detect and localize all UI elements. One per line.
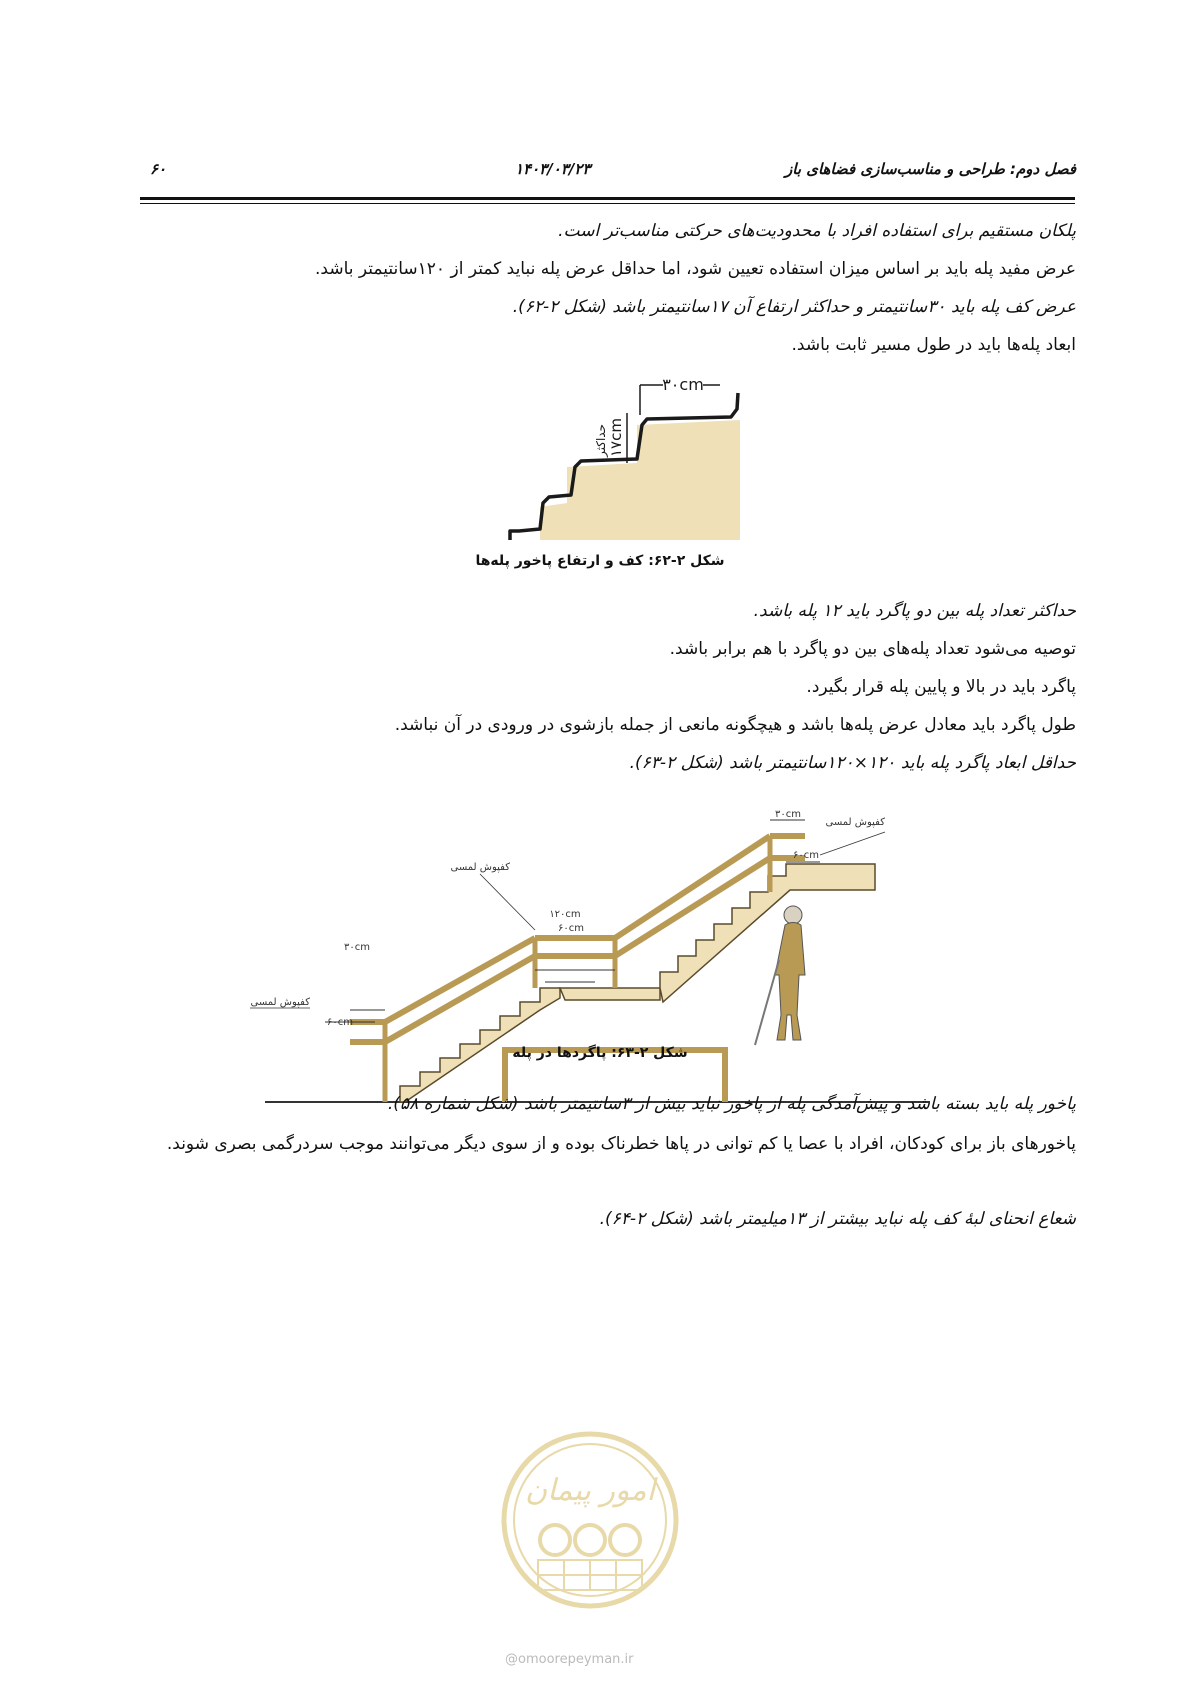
riser-label: ۱۷cm (607, 418, 625, 457)
stair-tread-riser-figure (505, 375, 745, 555)
chapter-title: فصل دوم: طراحی و مناسب‌سازی فضاهای باز (785, 160, 1076, 178)
dim-label: ۶۰cm (327, 1017, 353, 1028)
dim-label: ۳۰cm (344, 942, 370, 953)
paragraph: توصیه می‌شود تعداد پله‌های بین دو پاگرد با هم برابر باشد. (669, 639, 1076, 659)
lower-handrail-rise-2 (615, 858, 770, 956)
header-rule-thick (140, 197, 1075, 200)
stair-profile (510, 420, 740, 540)
header-rule-thin (140, 203, 1075, 204)
paragraph: عرض کف پله باید ۳۰سانتیمتر و حداکثر ارتفاع آن ۱۷سانتیمتر باشد (شکل ۲-۶۲). (512, 297, 1076, 317)
paragraph: پاخور پله باید بسته باشد و پیش‌آمدگی پله از پاخور نباید بیش از ۳سانتیمتر باشد (شکل شماره ۵۸). (387, 1094, 1076, 1114)
paragraph: حداقل ابعاد پاگرد پله باید ۱۲۰×۱۲۰سانتیمتر باشد (شکل ۲-۶۳). (629, 753, 1076, 773)
person-with-cane (755, 906, 805, 1045)
paragraph: شعاع انحنای لبهٔ کف پله نباید بیشتر از ۱۳میلیمتر باشد (شکل ۲-۶۴). (599, 1209, 1076, 1229)
page-number: ۶۰ (150, 160, 167, 178)
tread-label: ۳۰cm (662, 375, 704, 394)
watermark-seal-icon (500, 1430, 680, 1610)
tactile-label: کفپوش لمسی (250, 997, 310, 1008)
paragraph: پاخورهای باز برای کودکان، افراد با عصا یا کم توانی در پاها خطرناک بوده و از سوی دیگر می‌توانند موجب سردرگمی بصری شوند. (166, 1134, 1076, 1154)
paragraph: ابعاد پله‌ها باید در طول مسیر ثابت باشد. (791, 335, 1076, 355)
upper-handrail-top (385, 938, 535, 1022)
dim-label: ۳۰cm (775, 809, 801, 820)
tactile-label: کفپوش لمسی (825, 817, 885, 828)
landing (560, 988, 660, 1000)
figure-caption: شکل ۲-۶۳: پاگردها در پله (512, 1045, 688, 1061)
paragraph: حداکثر تعداد پله بین دو پاگرد باید ۱۲ پله باشد. (753, 601, 1076, 621)
paragraph: عرض مفید پله باید بر اساس میزان استفاده تعیین شود، اما حداقل عرض پله نباید کمتر از ۱۲۰سانتیمتر باشد. (315, 259, 1076, 279)
stair-landing-figure (250, 809, 945, 1110)
dim-label: ۱۲۰cm (549, 909, 581, 920)
watermark-url: @omoorepeyman.ir (505, 1652, 634, 1667)
paragraph: پاگرد باید در بالا و پایین پله قرار بگیرد. (806, 677, 1076, 697)
seal-text: امور پیمان (525, 1473, 655, 1508)
riser-max-label: حداکثر (594, 423, 608, 457)
dim-label: ۶۰cm (558, 923, 584, 934)
page-date: ۱۴۰۳/۰۳/۲۳ (515, 160, 591, 178)
dim-label: ۶۰cm (793, 850, 819, 861)
paragraph: پلکان مستقیم برای استفاده افراد با محدودیت‌های حرکتی مناسب‌تر است. (558, 221, 1076, 241)
tactile-label: کفپوش لمسی (450, 862, 510, 873)
paragraph: طول پاگرد باید معادل عرض پله‌ها باشد و هیچگونه مانعی از جمله بازشوی در ورودی در آن نباشد. (394, 715, 1076, 735)
figure-caption: شکل ۲-۶۲: کف و ارتفاع پاخور پله‌ها (475, 553, 725, 569)
